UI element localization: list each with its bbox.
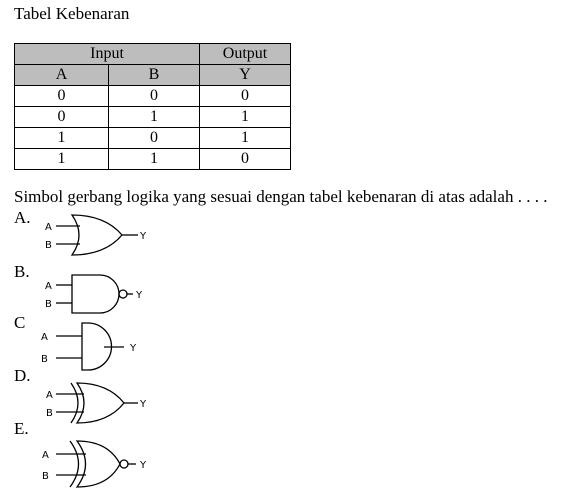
input-b-label: B — [45, 240, 52, 251]
table-cell: 1 — [15, 149, 109, 170]
output-y-label: Y — [140, 399, 147, 410]
input-b-label: B — [42, 471, 49, 482]
option-c-label[interactable]: C — [14, 313, 26, 332]
table-cell: 0 — [109, 128, 200, 149]
input-a-label: A — [46, 390, 53, 401]
output-y-label: Y — [130, 343, 137, 354]
table-cell: 0 — [15, 86, 109, 107]
and-gate-icon[interactable] — [56, 323, 124, 370]
option-e-label[interactable]: E. — [14, 419, 29, 438]
table-cell: 0 — [109, 86, 200, 107]
input-b-label: B — [46, 408, 53, 419]
question-text: Simbol gerbang logika yang sesuai dengan tabel kebenaran di atas adalah . . . . — [14, 187, 548, 206]
input-b-label: B — [45, 299, 52, 310]
table-cell: 1 — [15, 128, 109, 149]
column-header-a: A — [15, 65, 109, 86]
table-cell: 0 — [200, 149, 291, 170]
table-cell: 1 — [109, 149, 200, 170]
table-cell: 1 — [109, 107, 200, 128]
or-gate-icon[interactable] — [56, 215, 138, 255]
option-d-label[interactable]: D. — [14, 366, 31, 385]
input-a-label: A — [45, 281, 52, 292]
table-cell: 0 — [15, 107, 109, 128]
column-header-b: B — [109, 65, 200, 86]
input-b-label: B — [41, 354, 48, 365]
xor-gate-icon[interactable] — [56, 383, 138, 423]
output-y-label: Y — [140, 231, 147, 242]
column-header-y: Y — [200, 65, 291, 86]
output-group-header: Output — [200, 44, 291, 65]
table-cell: 1 — [200, 128, 291, 149]
input-a-label: A — [45, 222, 52, 233]
option-b-label[interactable]: B. — [14, 262, 30, 281]
input-a-label: A — [41, 332, 48, 343]
output-y-label: Y — [136, 290, 143, 301]
output-y-label: Y — [140, 460, 147, 471]
table-cell: 0 — [200, 86, 291, 107]
table-cell: 1 — [200, 107, 291, 128]
xnor-gate-icon[interactable] — [56, 441, 136, 487]
input-a-label: A — [42, 450, 49, 461]
page-title: Tabel Kebenaran — [14, 4, 130, 23]
option-a-label[interactable]: A. — [14, 208, 31, 227]
input-group-header: Input — [15, 44, 200, 65]
nand-gate-icon[interactable] — [56, 275, 133, 313]
